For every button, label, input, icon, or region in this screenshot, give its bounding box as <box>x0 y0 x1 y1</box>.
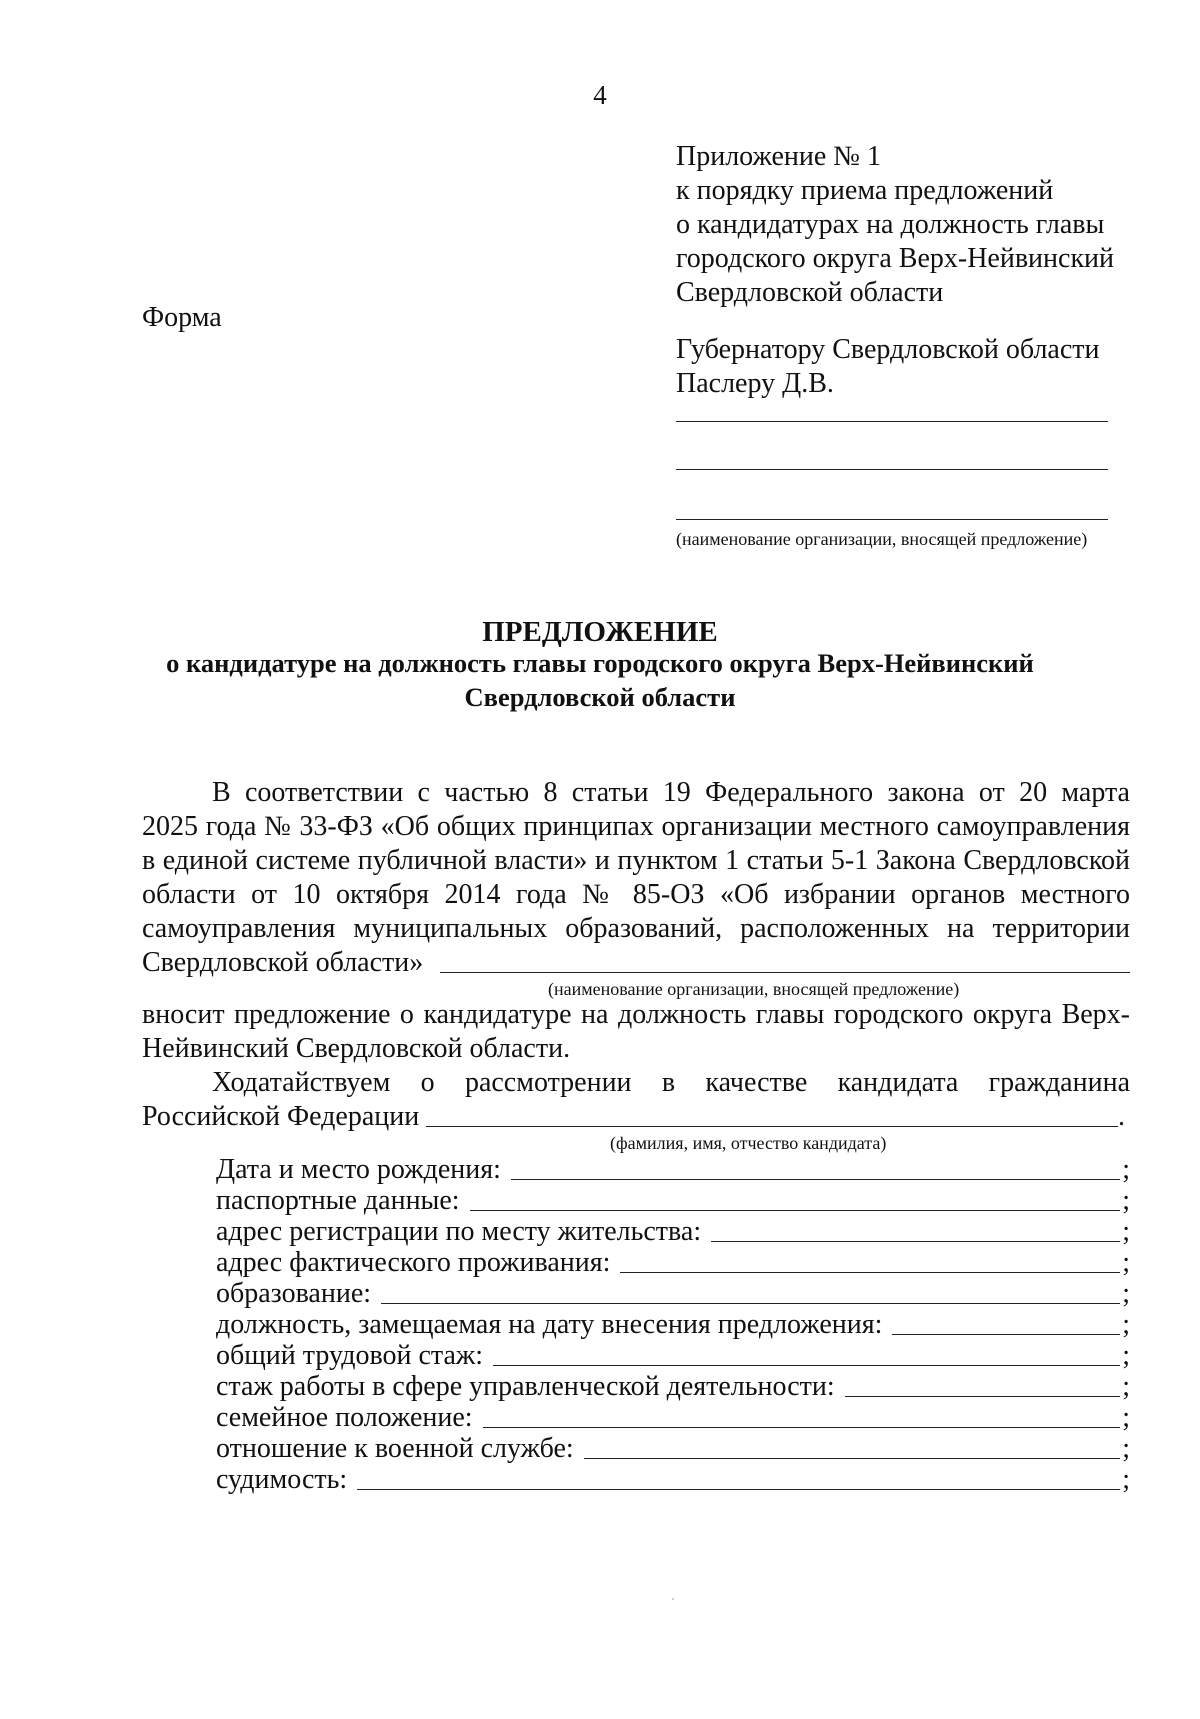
document-title: ПРЕДЛОЖЕНИЕ <box>482 616 718 648</box>
paragraph-petition <box>142 1066 1130 1100</box>
paragraph-line: В соответствии с частью 8 статьи 19 Федерального закона от 20 марта <box>212 777 1130 808</box>
scan-speck <box>672 1598 674 1600</box>
paragraph-line: Нейвинский Свердловской области. <box>142 1033 571 1064</box>
field-terminator: ; <box>1122 1185 1130 1216</box>
field-total-work-experience[interactable] <box>216 1340 1130 1372</box>
paragraph-line: вносит предложение о кандидатуре на должность главы городского округа Верх- <box>142 999 1130 1030</box>
paragraph-line: в единой системе публичной власти» и пунктом 1 статьи 5-1 Закона Свердловской <box>142 845 1130 876</box>
appendix-line: к порядку приема предложений <box>676 175 1054 206</box>
paragraph-line: Свердловской области» <box>142 947 424 978</box>
paragraph-line: 2025 года № 33-ФЗ «Об общих принципах организации местного самоуправления <box>142 811 1130 842</box>
field-label: судимость: <box>216 1464 348 1495</box>
field-label: адрес регистрации по месту жительства: <box>216 1216 702 1247</box>
field-current-position[interactable] <box>216 1309 1130 1341</box>
paragraph-line: самоуправления муниципальных образований, расположенных на территории <box>142 913 1130 944</box>
field-military-service[interactable] <box>216 1433 1130 1465</box>
field-terminator: ; <box>1122 1154 1130 1185</box>
page-number: 4 <box>593 80 607 110</box>
field-label: семейное положение: <box>216 1402 473 1433</box>
paragraph-proposal <box>142 998 1130 1032</box>
organization-name-blank[interactable] <box>440 972 1130 973</box>
paragraph-line: Российской Федерации <box>142 1101 420 1132</box>
sentence-period: . <box>1118 1101 1125 1132</box>
addressee-blank-line-2[interactable] <box>676 469 1108 470</box>
field-blank-line[interactable] <box>892 1333 1120 1335</box>
paragraph-line: Ходатайствуем о рассмотрении в качестве кандидата гражданина <box>212 1067 1130 1098</box>
field-blank-line[interactable] <box>584 1457 1121 1459</box>
candidate-caption: (фамилия, имя, отчество кандидата) <box>610 1133 887 1153</box>
field-terminator: ; <box>1122 1433 1130 1464</box>
field-terminator: ; <box>1122 1216 1130 1247</box>
field-passport-data[interactable] <box>216 1185 1130 1217</box>
field-blank-line[interactable] <box>511 1178 1120 1180</box>
field-terminator: ; <box>1122 1278 1130 1309</box>
paragraph-legal-basis <box>142 776 1130 946</box>
appendix-line: городского округа Верх-Нейвинский <box>676 243 1115 274</box>
addressee-block <box>676 333 1100 401</box>
appendix-line: о кандидатурах на должность главы <box>676 209 1105 240</box>
field-terminator: ; <box>1122 1309 1130 1340</box>
document-subtitle: о кандидатуре на должность главы городского округа Верх-Нейвинский <box>166 648 1034 678</box>
field-label: общий трудовой стаж: <box>216 1340 484 1371</box>
field-label: адрес фактического проживания: <box>216 1247 611 1278</box>
field-blank-line[interactable] <box>620 1271 1120 1273</box>
addressee-line-1: Губернатору Свердловской области <box>676 334 1100 365</box>
appendix-reference <box>676 140 1114 310</box>
field-birth-date-place[interactable] <box>216 1154 1130 1186</box>
field-blank-line[interactable] <box>470 1209 1121 1211</box>
addressee-line-2: Паслеру Д.В. <box>676 368 834 399</box>
field-label: отношение к военной службе: <box>216 1433 574 1464</box>
field-blank-line[interactable] <box>381 1302 1120 1304</box>
field-terminator: ; <box>1122 1402 1130 1433</box>
addressee-caption: (наименование организации, вносящей предложение) <box>676 529 1088 549</box>
field-blank-line[interactable] <box>357 1488 1120 1490</box>
field-blank-line[interactable] <box>845 1395 1121 1397</box>
field-blank-line[interactable] <box>711 1240 1120 1242</box>
field-actual-address[interactable] <box>216 1247 1130 1279</box>
field-criminal-record[interactable] <box>216 1464 1130 1496</box>
document-subtitle: Свердловской области <box>464 682 736 712</box>
field-label: образование: <box>216 1278 372 1309</box>
field-label: стаж работы в сфере управленческой деятельности: <box>216 1371 835 1402</box>
field-blank-line[interactable] <box>493 1364 1120 1366</box>
form-label: Форма <box>142 302 222 333</box>
field-terminator: ; <box>1122 1371 1130 1402</box>
field-terminator: ; <box>1122 1464 1130 1495</box>
appendix-line: Приложение № 1 <box>676 141 881 172</box>
addressee-blank-line-3[interactable] <box>676 519 1108 520</box>
organization-caption: (наименование организации, вносящей предложение) <box>548 979 960 999</box>
paragraph-line: области от 10 октября 2014 года № 85-ОЗ «Об избрании органов местного <box>142 879 1130 910</box>
field-label: паспортные данные: <box>216 1185 460 1216</box>
field-terminator: ; <box>1122 1340 1130 1371</box>
field-registration-address[interactable] <box>216 1216 1130 1248</box>
field-terminator: ; <box>1122 1247 1130 1278</box>
candidate-name-blank[interactable] <box>426 1126 1118 1127</box>
field-label: должность, замещаемая на дату внесения предложения: <box>216 1309 883 1340</box>
field-blank-line[interactable] <box>483 1426 1121 1428</box>
field-label: Дата и место рождения: <box>216 1154 501 1185</box>
appendix-line: Свердловской области <box>676 277 944 308</box>
field-marital-status[interactable] <box>216 1402 1130 1434</box>
field-management-experience[interactable] <box>216 1371 1130 1403</box>
addressee-blank-line-1[interactable] <box>676 421 1108 422</box>
field-education[interactable] <box>216 1278 1130 1310</box>
